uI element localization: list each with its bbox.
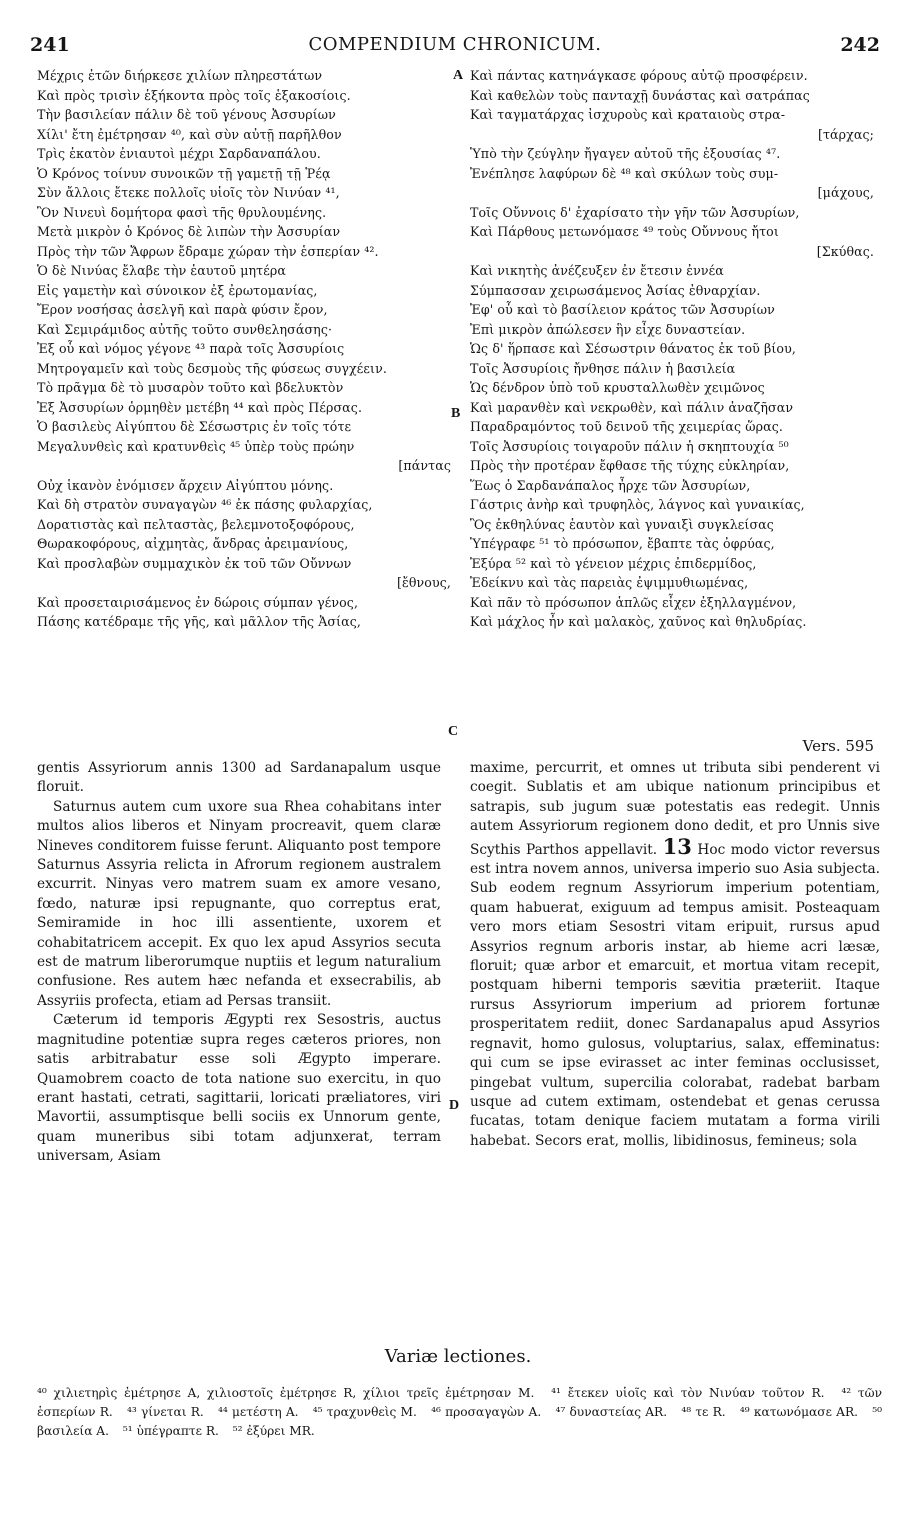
latin-paragraph: gentis Assyriorum annis 1300 ad Sardanapalum usque floruit. <box>37 760 441 796</box>
verse-line: Ὁ Κρόνος τοίνυν συνοικῶν τῇ γαμετῇ τῇ Ῥέᾳ <box>37 165 331 181</box>
verse-line: Τοῖς Οὔννοις δ' ἐχαρίσατο τὴν γῆν τῶν Ἀσσυρίων, <box>470 204 800 220</box>
verse-line: Ὃν Νινευὶ δομήτορα φασὶ τῆς θρυλουμένης. <box>37 204 327 220</box>
verse-line: Καὶ μάχλος ἦν καὶ μαλακὸς, χαῦνος καὶ θηλυδρίας. <box>470 614 807 629</box>
verse-line: Καὶ δὴ στρατὸν συναγαγὼν ⁴⁶ ἐκ πάσης φυλαρχίας, <box>37 497 373 512</box>
verse-line: Μητρογαμεῖν καὶ τοὺς δεσμοὺς τῆς φύσεως συγχέειν. <box>37 360 387 376</box>
latin-paragraph <box>470 759 880 1151</box>
variant-note: ⁴⁰ χιλιετηρὶς ἐμέτρησε A, χιλιοστοῖς ἐμέτρησε R, χίλιοι τρεῖς ἐμέτρησαν M. <box>37 1386 535 1400</box>
verse-line: Ἕως ὁ Σαρδανάπαλος ἦρχε τῶν Ἀσσυρίων, <box>470 477 751 493</box>
page-number-right: 242 <box>840 34 880 56</box>
verse-line: Γάστρις ἀνὴρ καὶ τρυφηλὸς, λάγνος καὶ γυναικίας, <box>470 497 805 512</box>
verse-line: Ἐδείκνυ καὶ τὰς παρειὰς ἐψιμμυθιωμένας, <box>470 575 749 590</box>
verse-line: Ἐξ οὗ καὶ νόμος γέγονε ⁴³ παρὰ τοῖς Ἀσσυρίοις <box>37 341 345 356</box>
verse-line-continuation: [Σκύθας. <box>816 243 874 259</box>
chapter-number: 13 <box>662 833 692 859</box>
variant-note: ⁴¹ ἔτεκεν υἱοῖς καὶ τὸν Νινύαν τοῦτον R. <box>551 1386 825 1400</box>
verse-line: Ὁ βασιλεὺς Αἰγύπτου δὲ Σέσωστρις ἐν τοῖς τότε <box>37 419 352 434</box>
verse-line: Καὶ Σεμιράμιδος αὐτῆς τοῦτο συνθελησάσης· <box>37 321 333 337</box>
verse-line: Παραδραμόντος τοῦ δεινοῦ τῆς χειμερίας ὥρας. <box>470 419 783 434</box>
verse-line: Καὶ προσλαβὼν συμμαχικὸν ἐκ τοῦ τῶν Οὔννων <box>37 555 352 571</box>
verse-line: Τοῖς Ἀσσυρίοις τοιγαροῦν πάλιν ἡ σκηπτουχία ⁵⁰ <box>470 438 789 454</box>
verse-line: Ἐξ Ἀσσυρίων ὁρμηθὲν μετέβη ⁴⁴ καὶ πρὸς Πέρσας. <box>37 399 363 415</box>
greek-verse-right-column <box>470 66 880 632</box>
latin-text: Hoc modo victor reversus est intra novem annos, universa imperio suo Asia subjecta. Sub eodem regnum Assyriorum imperium potentiam, quam habuerat, exiguum ad tempus amisit. Posteaquam vero mors etiam Sesostri vitam eripuit, rursus apud Assyrios regnum arboris instar, ab hieme acri læsæ, floruit; quæ arbor et emarcuit, et mortua vitam recepit, postquam hiberni temporis sævitia præteriit. Itaque rursus Assyriorum imperium ad priorem fortunæ prosperitatem rediit, donec Sardanapalus apud Assyrios regnavit, homo gulosus, voluptarius, salax, effeminatus: qui cum se ipse evirasset ac inter feminas occlusisset, pingebat vultum, supercilia colorabat, radebat barbam usque ad cutem extimam, ostendebat et genas cerussa fucatas, totam denique faciem mutatam a forma virili habebat. Secors erat, mollis, libidinosus, femineus; sola <box>470 841 880 1149</box>
verse-line: Ἐφ' οὗ καὶ τὸ βασίλειον κράτος τῶν Ἀσσυρίων <box>470 302 775 317</box>
verse-line-continuation: [μάχους, <box>817 185 874 200</box>
verse-line: Καὶ πάντας κατηνάγκασε φόρους αὐτῷ προσφέρειν. <box>470 68 808 83</box>
verse-line: Χίλι' ἔτη ἐμέτρησαν ⁴⁰, καὶ σὺν αὐτῇ παρῆλθον <box>37 126 342 142</box>
verse-line: Καὶ νικητὴς ἀνέζευξεν ἐν ἔτεσιν ἐννέα <box>470 263 724 278</box>
section-marker-c: C <box>448 724 459 739</box>
verse-line: Πάσης κατέδραμε τῆς γῆς, καὶ μᾶλλον τῆς Ἀσίας, <box>37 614 362 629</box>
variant-note: ⁴⁸ τε R. <box>681 1405 726 1419</box>
verse-line: Καὶ πρὸς τρισὶν ἑξήκοντα πρὸς τοῖς ἑξακοσίοις. <box>37 87 351 103</box>
verse-line: Τὸ πρᾶγμα δὲ τὸ μυσαρὸν τοῦτο καὶ βδελυκτὸν <box>37 380 344 395</box>
variant-note: ⁵¹ ὑπέγραπτε R. <box>122 1424 219 1438</box>
variant-note: ⁴³ γίνεται R. <box>126 1405 204 1419</box>
variant-note: ⁵² ἐξύρει MR. <box>232 1424 315 1438</box>
variant-note: ⁴⁹ κατωνόμασε AR. <box>739 1405 858 1419</box>
verse-line: Ὡς δένδρον ὑπὸ τοῦ κρυσταλλωθὲν χειμῶνος <box>470 380 765 395</box>
verse-line: Σὺν ἄλλοις ἔτεκε πολλοῖς υἱοῖς τὸν Νινύαν ⁴¹, <box>37 185 340 200</box>
section-marker-d: D <box>449 1098 460 1113</box>
verse-line: Ὃς ἐκθηλύνας ἑαυτὸν καὶ γυναιξὶ συγκλείσας <box>470 516 774 532</box>
verse-line: Πρὸς τὴν τῶν Ἄφρων ἔδραμε χώραν τὴν ἑσπερίαν ⁴². <box>37 243 379 259</box>
verse-line-continuation: [τάρχας; <box>817 126 874 142</box>
verse-line: Ὑπὸ τὴν ζεύγλην ἤγαγεν αὐτοῦ τῆς ἐξουσίας ⁴⁷. <box>470 146 781 161</box>
verse-line: Δορατιστὰς καὶ πελταστὰς, βελεμνοτοξοφόρους, <box>37 516 355 532</box>
latin-translation-right <box>470 759 880 1151</box>
variant-note: ⁴⁶ προσαγαγὼν A. <box>431 1405 542 1419</box>
verse-line: Τοῖς Ἀσσυρίοις ἤνθησε πάλιν ἡ βασιλεία <box>470 360 736 376</box>
verse-line: Καὶ καθελὼν τοὺς πανταχῇ δυνάστας καὶ σατράπας <box>470 87 810 103</box>
verse-line: Ὁ δὲ Νινύας ἔλαβε τὴν ἑαυτοῦ μητέρα <box>37 263 286 278</box>
verse-line: Ὑπέγραφε ⁵¹ τὸ πρόσωπον, ἔβαπτε τὰς ὀφρύας, <box>470 536 775 551</box>
verse-line: Σύμπασσαν χειρωσάμενος Ἀσίας ἐθναρχίαν. <box>470 282 761 298</box>
verse-line-continuation: [πάντας <box>398 458 451 473</box>
variant-note: ⁴⁷ δυναστείας AR. <box>555 1405 668 1419</box>
variant-note: ⁵⁰ βασιλεία A. <box>37 1405 882 1438</box>
verse-line: Καὶ Πάρθους μετωνόμασε ⁴⁹ τοὺς Οὔννους ἤτοι <box>470 224 779 239</box>
verse-line-continuation: [ἔθνους, <box>396 575 451 590</box>
page-number-left: 241 <box>30 34 70 56</box>
variant-note: ⁴⁴ μετέστη A. <box>217 1405 299 1419</box>
variant-note: ⁴⁵ τραχυνθεὶς M. <box>312 1405 417 1419</box>
verse-line: Πρὸς τὴν προτέραν ἔφθασε τῆς τύχης εὐκληρίαν, <box>470 458 790 473</box>
verse-line: Ἐνέπλησε λαφύρων δὲ ⁴⁸ καὶ σκύλων τοὺς συμ- <box>470 165 779 181</box>
latin-translation-left <box>37 759 441 1167</box>
verse-line: Καὶ πᾶν τὸ πρόσωπον ἁπλῶς εἶχεν ἐξηλλαγμένον, <box>470 594 797 610</box>
verse-line: Ἔρον νοσήσας ἀσελγῆ καὶ παρὰ φύσιν ἔρον, <box>37 302 328 317</box>
verse-line: Τρὶς ἑκατὸν ἐνιαυτοὶ μέχρι Σαρδαναπάλου. <box>37 146 321 161</box>
greek-verse-left-column <box>37 66 457 632</box>
verse-line: Μέχρις ἐτῶν διήρκεσε χιλίων πληρεστάτων <box>37 68 323 83</box>
variant-readings <box>37 1384 882 1441</box>
verse-line: Μετὰ μικρὸν ὁ Κρόνος δὲ λιπὼν τὴν Ἀσσυρίαν <box>37 224 341 239</box>
verse-line: Εἰς γαμετὴν καὶ σύνοικον ἐξ ἐρωτομανίας, <box>37 282 318 298</box>
running-title: COMPENDIUM CHRONICUM. <box>308 34 602 55</box>
verse-line: Ἐξύρα ⁵² καὶ τὸ γένειον μέχρις ἐπιδερμίδος, <box>470 555 757 571</box>
verse-line: Ὡς δ' ἥρπασε καὶ Σέσωστριν θάνατος ἐκ τοῦ βίου, <box>470 341 796 356</box>
verse-line: Οὐχ ἱκανὸν ἐνόμισεν ἄρχειν Αἰγύπτου μόνης. <box>37 477 334 493</box>
latin-paragraph: Cæterum id temporis Ægypti rex Sesostris, auctus magnitudine potentiæ supra reges cæteros priores, non satis arbitrabatur esse soli Ægypto imperare. Quamobrem coacto de tota natione suo exercitu, in quo erant hastati, cetrati, sagittarii, loricati præliatores, viri Mavortii, assumptisque belli sociis ex Unnorum gente, quam muneribus sibi totam adjunxerat, terram universam, Asiam <box>37 1012 441 1165</box>
section-marker-a: A <box>453 68 464 83</box>
variae-lectiones-heading: Variæ lectiones. <box>384 1346 532 1367</box>
verse-line: Καὶ ταγματάρχας ἰσχυροὺς καὶ κραταιοὺς στρα- <box>470 107 786 122</box>
verse-line: Καὶ προσεταιρισάμενος ἐν δώροις σύμπαν γένος, <box>37 594 359 610</box>
verse-line: Τὴν βασιλείαν πάλιν δὲ τοῦ γένους Ἀσσυρίων <box>37 107 336 122</box>
verse-number: Vers. 595 <box>802 737 874 755</box>
verse-line: Ἐπὶ μικρὸν ἀπώλεσεν ἣν εἶχε δυναστείαν. <box>470 321 746 337</box>
running-header <box>30 34 880 60</box>
verse-line: Μεγαλυνθεὶς καὶ κρατυνθεὶς ⁴⁵ ὑπὲρ τοὺς πρώην <box>37 438 355 454</box>
verse-line: Θωρακοφόρους, αἰχμητὰς, ἄνδρας ἀρειμανίους, <box>37 536 349 551</box>
verse-line: Καὶ μαρανθὲν καὶ νεκρωθὲν, καὶ πάλιν ἀναζῆσαν <box>470 399 794 415</box>
section-marker-b: B <box>451 406 461 421</box>
variant-note: ⁴² τῶν ἑσπερίων R. <box>37 1386 883 1419</box>
latin-paragraph: Saturnus autem cum uxore sua Rhea cohabitans inter multos alios liberos et Ninyam procreavit, quem claræ Nineves conditorem fuisse ferunt. Aliquanto post tempore Saturnus Assyria relicta in Afrorum regionem australem excurrit. Ninyas vero matrem suam ex amore vesano, fœdo, naturæ ipsi repugnante, quo correptus erat, Semiramide in hoc illi assentiente, uxorem et cohabitatricem accepit. Ex quo lex apud Assyrios secuta est de matrum liberorumque nuptiis et legum naturalium confusione. Res autem hæc nefanda et exsecrabilis, ab Assyriis profecta, etiam ad Persas transiit. <box>37 798 441 1009</box>
latin-text: maxime, percurrit, et omnes ut tributa sibi penderent vi coegit. Sublatis et am ubique nationum principibus et satrapis, sub jugum suæ potestatis eas redegit. Unnis autem Assyriorum regionem dono dedit, et pro Unnis sive Scythis Parthos appellavit. <box>470 760 880 858</box>
